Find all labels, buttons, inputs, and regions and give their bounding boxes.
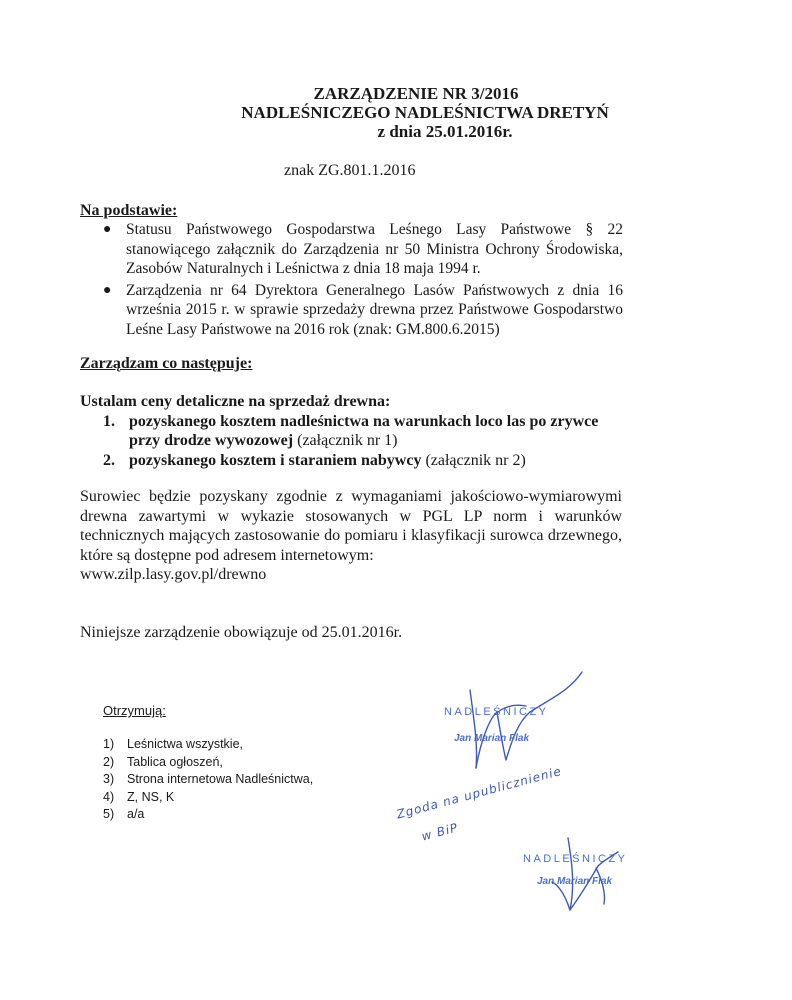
handwritten-note-line: Zgoda na upublicznienie [395,763,564,822]
basis-item [103,220,623,279]
recipient-number: 3) [103,772,115,786]
decision-item-note: (załącznik nr 2) [421,452,526,469]
order-heading: Zarządzam co następuje: [80,355,253,372]
recipient-number: 4) [103,789,115,804]
decision-item [103,451,633,470]
recipient-number: 2) [103,754,115,769]
decision-item [103,412,633,450]
recipients-heading: Otrzymują: [103,703,166,718]
basis-item-text: Statusu Państwowego Gospodarstwa Leśnego Lasy Państwowe § 22 stanowiącego załącznik do Zarządzenia nr 50 Ministra Ochrony Środowiska, Zasobów Naturalnych i Leśnictwa z dnia 18 maja 1994 r. [126,221,623,277]
paragraph-url: www.zilp.lasy.gov.pl/drewno [80,566,267,583]
decision-item-bold: pozyskanego kosztem nadleśnictwa na warunkach loco las po zrywce przy drodze wywozowej [129,413,599,449]
recipient-text: Strona internetowa Nadleśnictwa, [127,772,314,786]
handwritten-note-line: w BiP [420,820,460,844]
title-line-1: ZARZĄDZENIE NR 3/2016 [313,84,519,103]
body-paragraph [80,487,622,585]
decision-item-note: (załącznik nr 1) [293,432,398,449]
recipient-item [103,736,313,754]
decision-item-number: 1. [103,413,115,430]
stamp-title: NADLEŚNICZY [523,853,628,865]
basis-item-text: Zarządzenia nr 64 Dyrektora Generalnego Lasów Państwowych z dnia 16 września 2015 r. w sprawie sprzedaży drewna przez Państwowe Gospodarstwo Leśne Lasy Państwowe na 2016 rok (znak: GM.800.6.2015) [126,281,623,338]
recipient-item [103,806,313,824]
recipient-number: 1) [103,737,115,751]
recipient-item [103,754,313,772]
recipient-text: Z, NS, K [127,789,175,804]
bullet-icon: ● [103,222,112,237]
stamp-name: Jan Marian Flak [454,733,530,744]
bullet-icon: ● [103,282,112,298]
signature-2 [552,838,618,910]
basis-list [103,220,623,339]
title-date: z dnia 25.01.2016r. [377,122,513,141]
decision-heading: Ustalam ceny detaliczne na sprzedaż drewna: [80,393,391,410]
decision-item-number: 2. [103,452,115,469]
effective-date: Niniejsze zarządzenie obowiązuje od 25.01.2016r. [80,624,403,641]
reference-number: znak ZG.801.1.2016 [284,162,416,179]
recipient-text: Tablica ogłoszeń, [127,754,223,769]
decision-list [103,412,633,470]
recipient-text: Leśnictwa wszystkie, [127,737,244,751]
basis-heading: Na podstawie: [80,202,178,219]
paragraph-text: Surowiec będzie pozyskany zgodnie z wymaganiami jakościowo-wymiarowymi drewna zawartymi w wykazie stosowanych w PGL LP norm i warunków technicznych mających zastosowanie do pomiaru i klasyfikacji surowca drzewnego, które są dostępne pod adresem internetowym: [80,488,622,564]
recipient-item [103,771,313,789]
stamp-name: Jan Marian Flak [537,876,613,887]
signature-1 [470,672,582,768]
recipient-text: a/a [127,807,145,821]
document-title [0,84,792,141]
recipients-list [103,736,313,824]
basis-item [103,281,623,340]
decision-item-bold: pozyskanego kosztem i staraniem nabywcy [129,452,422,469]
recipient-item [103,789,313,807]
recipient-number: 5) [103,807,115,821]
title-line-2: NADLEŚNICZEGO NADLEŚNICTWA DRETYŃ [241,103,609,122]
stamp-title: NADLEŚNICZY [444,706,549,718]
